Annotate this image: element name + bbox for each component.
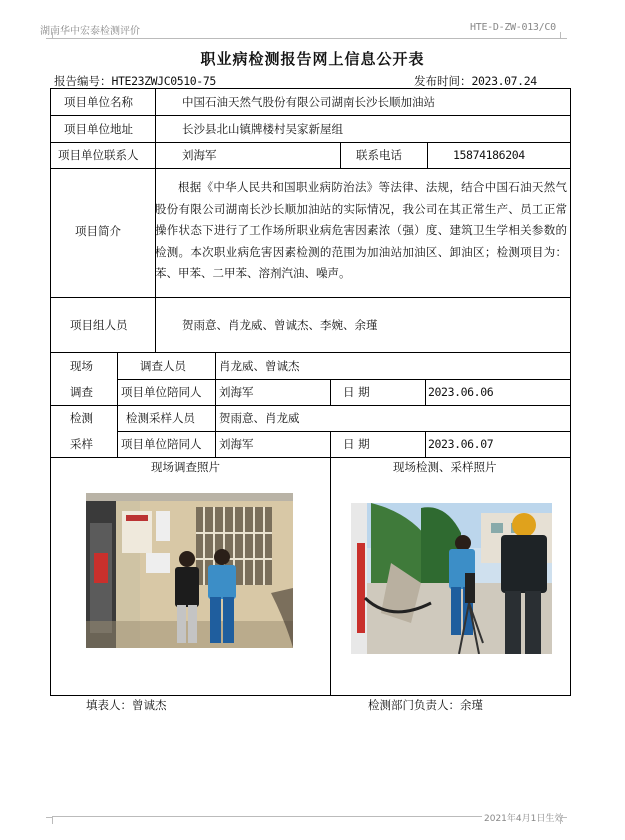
filler-value: 曾诚杰 bbox=[132, 698, 167, 712]
survey-escort-value: 刘海军 bbox=[219, 385, 254, 399]
col-divider bbox=[425, 379, 426, 405]
report-number bbox=[54, 73, 216, 89]
filler bbox=[86, 697, 167, 713]
team-label: 项目组人员 bbox=[70, 318, 128, 332]
effective-date: 2021年4月1日生效 bbox=[482, 811, 565, 824]
row-divider bbox=[50, 142, 571, 143]
phone-label: 联系电话 bbox=[356, 148, 402, 162]
col-divider bbox=[425, 431, 426, 457]
sampling-photo bbox=[351, 503, 552, 654]
row-divider bbox=[50, 297, 571, 298]
sampling-staff-value: 贺雨意、肖龙威 bbox=[219, 411, 300, 425]
corner-mark bbox=[46, 32, 53, 39]
report-number-value: HTE23ZWJC0510-75 bbox=[111, 74, 216, 88]
survey-escort-label: 项目单位陪同人 bbox=[121, 385, 202, 399]
dept-head-value: 余瑾 bbox=[460, 698, 483, 712]
header-doc-code: HTE-D-ZW-013/C0 bbox=[470, 22, 556, 33]
publish-date-value: 2023.07.24 bbox=[471, 74, 537, 88]
page-title: 职业病检测报告网上信息公开表 bbox=[200, 50, 425, 68]
survey-photo-title: 现场调查照片 bbox=[151, 460, 220, 474]
header-company: 湖南华中宏泰检测评价 bbox=[40, 26, 140, 37]
survey-photo-graphic bbox=[86, 493, 293, 648]
report-number-label: 报告编号： bbox=[54, 74, 112, 88]
contact-label: 项目单位联系人 bbox=[58, 148, 139, 162]
row-divider bbox=[50, 405, 571, 406]
row-divider bbox=[117, 379, 571, 380]
sampling-date-label: 日 期 bbox=[343, 437, 370, 451]
survey-staff-label: 调查人员 bbox=[140, 359, 186, 373]
publish-date-label: 发布时间： bbox=[414, 74, 472, 88]
sampling-photo-graphic bbox=[351, 503, 552, 654]
survey-label: 调查 bbox=[70, 385, 93, 399]
contact-value: 刘海军 bbox=[182, 148, 217, 162]
survey-photo bbox=[86, 493, 293, 648]
phone-value: 15874186204 bbox=[453, 148, 525, 162]
publish-date bbox=[414, 73, 537, 89]
team-value: 贺雨意、肖龙威、曾诚杰、李婉、余瑾 bbox=[182, 318, 378, 332]
row-divider bbox=[50, 115, 571, 116]
col-divider bbox=[330, 457, 331, 696]
col-divider bbox=[340, 142, 341, 168]
survey-staff-value: 肖龙威、曾诚杰 bbox=[219, 359, 300, 373]
row-divider bbox=[50, 168, 571, 169]
col-divider bbox=[427, 142, 428, 168]
sampling-photo-title: 现场检测、采样照片 bbox=[393, 460, 497, 474]
unit-name-value: 中国石油天然气股份有限公司湖南长沙长顺加油站 bbox=[182, 95, 435, 109]
sampling-label: 采样 bbox=[70, 437, 93, 451]
sampling-label: 检测 bbox=[70, 411, 93, 425]
col-divider bbox=[117, 352, 118, 457]
unit-address-label: 项目单位地址 bbox=[64, 122, 133, 136]
survey-label: 现场 bbox=[70, 359, 93, 373]
sampling-staff-label: 检测采样人员 bbox=[126, 411, 195, 425]
unit-address-value: 长沙县北山镇牌楼村吴家新屋组 bbox=[182, 122, 343, 136]
col-divider bbox=[330, 379, 331, 405]
dept-head-label: 检测部门负责人： bbox=[368, 698, 460, 712]
intro-text: 根据《中华人民共和国职业病防治法》等法律、法规，结合中国石油天然气股份有限公司湖南长沙长顺加油站的实际情况，我公司在其正常生产、员工正常操作状态下进行了工作场所职业病危害因素浓（强）度、建筑卫生学相关参数的检测。本次职业病危害因素检测的范围为加油站加油区、卸油区；检测项目为：苯、甲苯、二甲苯、溶剂汽油、噪声。 bbox=[155, 180, 567, 280]
row-divider bbox=[117, 431, 571, 432]
filler-label: 填表人： bbox=[86, 698, 132, 712]
row-divider bbox=[50, 457, 571, 458]
col-divider bbox=[215, 352, 216, 457]
unit-name-label: 项目单位名称 bbox=[64, 95, 133, 109]
col-divider bbox=[330, 431, 331, 457]
corner-mark bbox=[560, 32, 567, 39]
sampling-escort-label: 项目单位陪同人 bbox=[121, 437, 202, 451]
sampling-date-value: 2023.06.07 bbox=[428, 437, 494, 451]
corner-mark bbox=[46, 817, 53, 824]
survey-date-value: 2023.06.06 bbox=[428, 385, 494, 399]
header-rule bbox=[52, 38, 560, 39]
intro-label: 项目简介 bbox=[75, 224, 121, 238]
dept-head bbox=[368, 697, 483, 713]
sampling-escort-value: 刘海军 bbox=[219, 437, 254, 451]
corner-mark bbox=[560, 817, 567, 824]
survey-date-label: 日 期 bbox=[343, 385, 370, 399]
row-divider bbox=[50, 352, 571, 353]
